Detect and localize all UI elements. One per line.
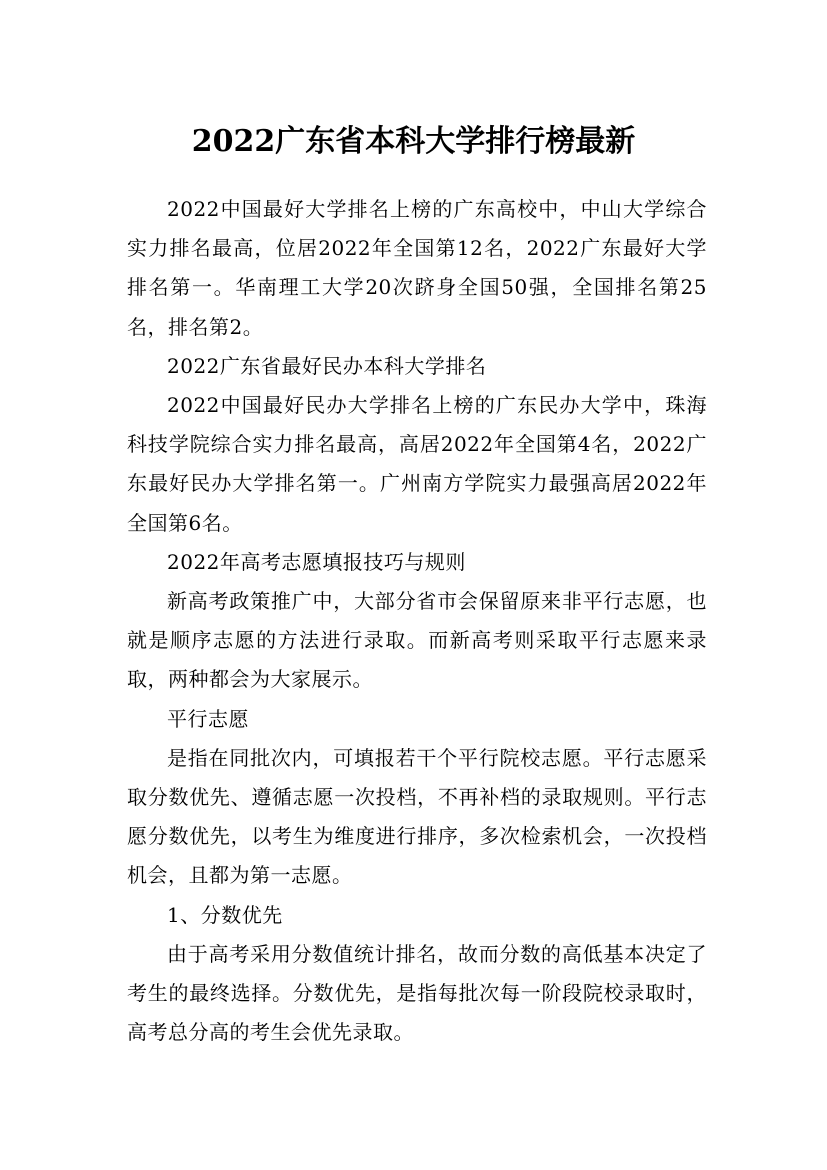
paragraph-new-policy: 新高考政策推广中，大部分省市会保留原来非平行志愿，也就是顺序志愿的方法进行录取。而新高考则采取平行志愿来录取，两种都会为大家展示。 [127,589,707,692]
subheading-application-tips: 2022年高考志愿填报技巧与规则 [167,549,466,574]
document-body [127,190,707,1052]
subheading-private-ranking: 2022广东省最好民办本科大学排名 [167,353,487,378]
subheading-parallel-application: 平行志愿 [167,706,249,731]
paragraph-parallel-definition: 是指在同批次内，可填报若干个平行院校志愿。平行志愿采取分数优先、遵循志愿一次投档，不再补档的录取规则。平行志愿分数优先，以考生为维度进行排序，多次检索机会，一次投档机会，且都为第一志愿。 [127,745,707,888]
document-title: 2022广东省本科大学排行榜最新 [191,124,636,160]
subheading-score-priority: 1、分数优先 [167,902,283,927]
paragraph-score-priority: 由于高考采用分数值统计排名，故而分数的高低基本决定了考生的最终选择。分数优先，是指每批次每一阶段院校录取时，高考总分高的考生会优先录取。 [127,941,707,1045]
paragraph-private-ranking: 2022中国最好民办大学排名上榜的广东民办大学中，珠海科技学院综合实力排名最高，高居2022年全国第4名，2022广东最好民办大学排名第一。广州南方学院实力最强高居2022年全国第6名。 [127,393,707,535]
paragraph-intro: 2022中国最好大学排名上榜的广东高校中，中山大学综合实力排名最高，位居2022年全国第12名，2022广东最好大学排名第一。华南理工大学20次跻身全国50强，全国排名第25名，排名第2。 [127,197,707,339]
